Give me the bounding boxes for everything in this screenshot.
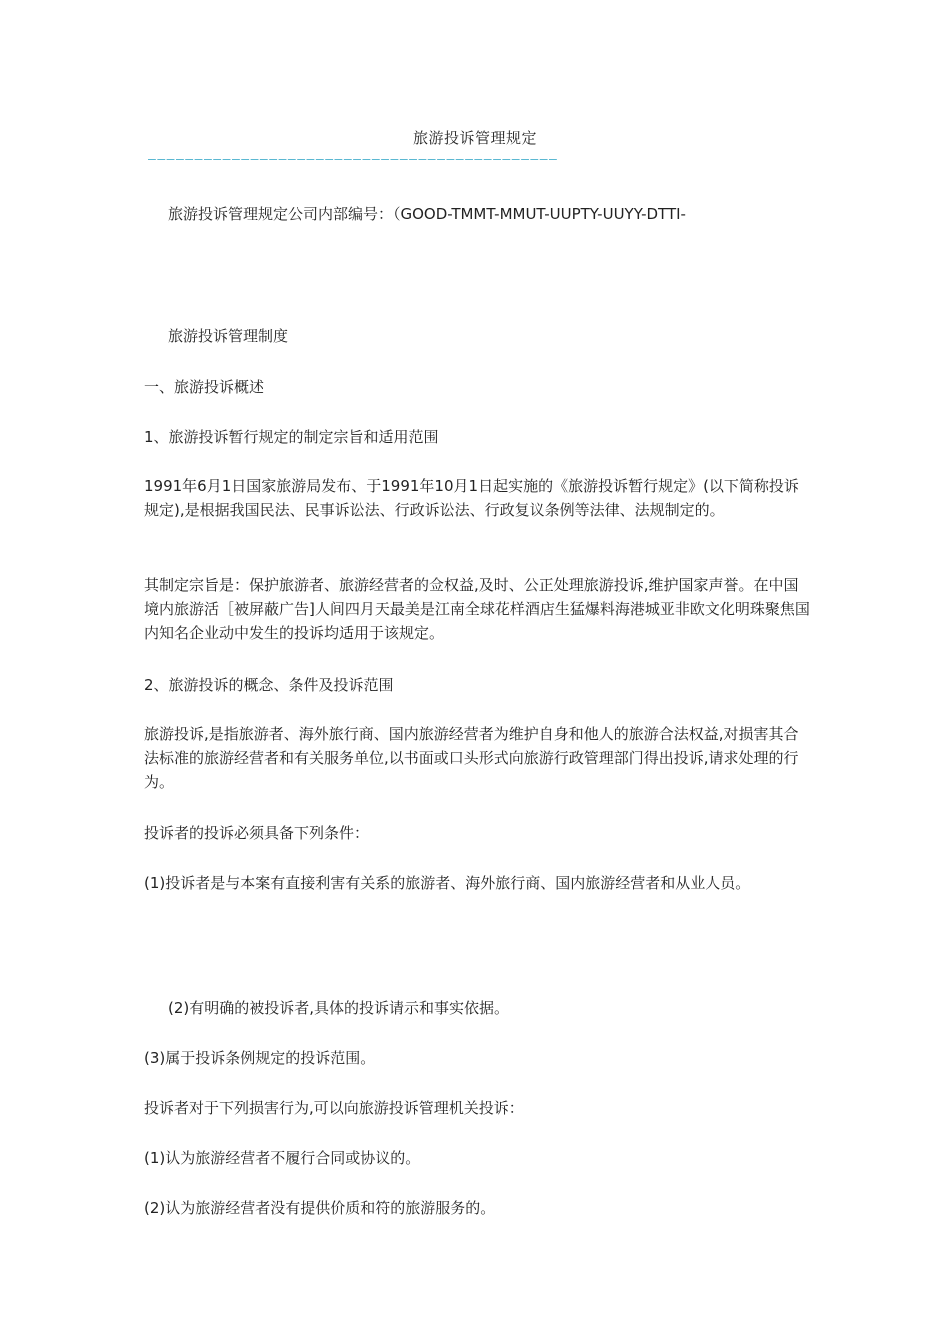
title-divider: ———————————————————————————————————————————— [148,152,559,167]
internal-number-line: 旅游投诉管理规定公司内部编号：（GOOD-TMMT-MMUT-UUPTY-UUYY-DTTI- [168,205,686,223]
list-item-condition-1: (1)投诉者是与本案有直接利害有关系的旅游者、海外旅行商、国内旅游经营者和从业人员。 [144,874,751,892]
paragraph-purpose: 其制定宗旨是：保护旅游者、旅游经营者的佥权益,及时、公正处理旅游投诉,维护国家声誉。在中国境内旅游活［被屏蔽广告]人间四月天最美是江南全球花样酒店生猛爆料海港城亚非欧文化明珠聚焦国内知名企业动中发生的投诉均适用于该规定。 [144,576,810,642]
list-item-scope-2: (2)认为旅游经营者没有提供价质和符的旅游服务的。 [144,1199,496,1217]
chapter-heading: 一、旅游投诉概述 [144,378,265,396]
paragraph-conditions-intro: 投诉者的投诉必须具备下列条件： [144,824,370,842]
paragraph-scope-intro: 投诉者对于下列损害行为,可以向旅游投诉管理机关投诉： [144,1099,524,1117]
paragraph-definition: 旅游投诉,是指旅游者、海外旅行商、国内旅游经营者为维护自身和他人的旅游合法权益,对损害其合法标准的旅游经营者和有关服务单位,以书面或口头形式向旅游行政管理部门得出投诉,请求处理的行为。 [144,725,799,791]
section-heading: 旅游投诉管理制度 [168,327,289,345]
subsection-heading-2: 2、旅游投诉的概念、条件及投诉范围 [144,676,394,694]
list-item-condition-3: (3)属于投诉条例规定的投诉范围。 [144,1049,376,1067]
subsection-heading-1: 1、旅游投诉暂行规定的制定宗旨和适用范围 [144,428,439,446]
list-item-scope-1: (1)认为旅游经营者不履行合同或协议的。 [144,1149,421,1167]
document-title: 旅游投诉管理规定 [412,129,537,147]
list-item-condition-2: (2)有明确的被投诉者,具体的投诉请示和事实依据。 [168,999,510,1017]
paragraph-background: 1991年6月1日国家旅游局发布、于1991年10月1日起实施的《旅游投诉暂行规定》(以下简称投诉规定),是根据我国民法、民事诉讼法、行政诉讼法、行政复议条例等法律、法规制定的。 [144,477,799,519]
